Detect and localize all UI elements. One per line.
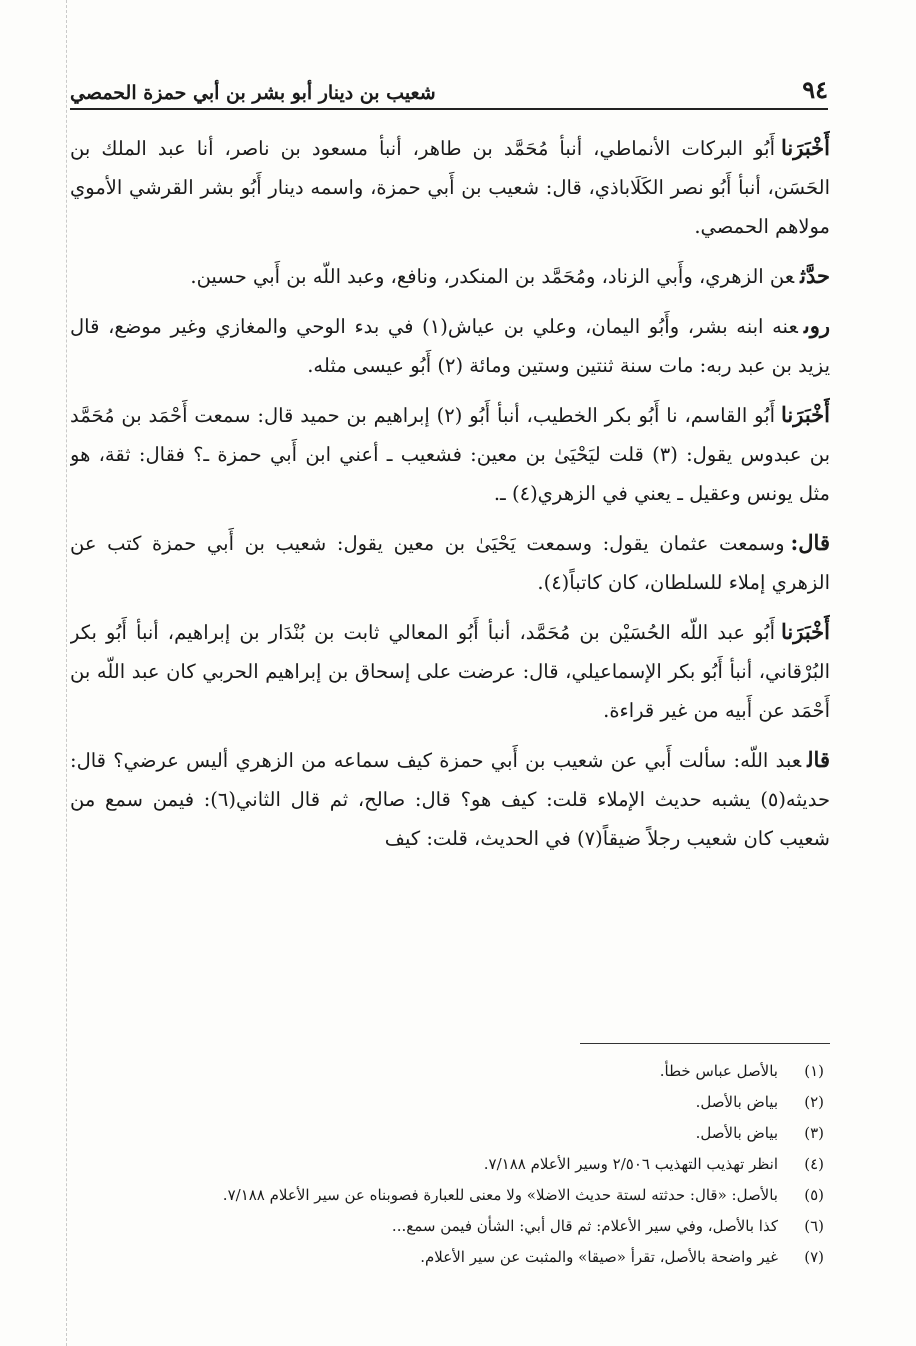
paragraph-text: عن الزهري، وأَبي الزناد، ومُحَمَّد بن المنكدر، ونافع، وعبد اللّه بن أَبي حسين. <box>190 265 795 288</box>
header-rule <box>70 108 828 110</box>
footnote-number: (٧) <box>804 1248 824 1266</box>
footnote-number: (٥) <box>804 1186 824 1204</box>
paragraph-keyword: حدَّث <box>800 263 830 288</box>
margin-line <box>66 0 68 1346</box>
footnotes-rule <box>580 1043 830 1044</box>
main-text <box>70 128 830 1018</box>
paragraph-keyword: قال <box>807 747 830 772</box>
paragraph-keyword: أَخْبَرَنا <box>781 402 830 427</box>
footnote <box>70 1087 824 1118</box>
paragraph-text: أَبُو عبد اللّه الحُسَيْن بن مُحَمَّد، أنبأ أَبُو المعالي ثابت بن بُنْدَار بن إبراهيم، أنبأ أَبُو بكر البُرْقاني، أنبأ أَبُو بكر الإسماعيلي، قال: عرضت على إسحاق بن إبراهيم الحربي كان عبد اللّه بن أَحْمَد عن أَبيه من غير قراءة. <box>70 621 830 722</box>
footnote-number: (١) <box>804 1062 824 1080</box>
footnote <box>70 1149 824 1180</box>
paragraph <box>70 306 830 385</box>
footnote-text: بياض بالأصل. <box>695 1093 778 1111</box>
footnote-number: (٢) <box>804 1093 824 1111</box>
paragraph <box>70 740 830 858</box>
paragraph-keyword: روى <box>803 313 830 338</box>
footnote <box>70 1211 824 1242</box>
paragraph <box>70 128 830 246</box>
paragraph-keyword: قال: <box>790 530 830 555</box>
page-number: ٩٤ <box>802 75 828 104</box>
paragraph <box>70 523 830 602</box>
footnotes <box>70 1056 824 1296</box>
footnote <box>70 1118 824 1149</box>
footnote-text: بالأصل: «قال: حدثته لستة حديث الاضلا» ولا معنى للعبارة فصوبناه عن سير الأعلام ٧/١٨٨. <box>222 1186 778 1204</box>
paragraph-keyword: أَخْبَرَنا <box>781 135 830 160</box>
footnote <box>70 1242 824 1273</box>
footnote-text: انظر تهذيب التهذيب ٢/٥٠٦ وسير الأعلام ٧/١٨٨. <box>483 1155 778 1173</box>
paragraph-keyword: أَخْبَرَنا <box>781 619 830 644</box>
footnote-text: بياض بالأصل. <box>695 1124 778 1142</box>
paragraph-text: وسمعت عثمان يقول: وسمعت يَحْيَىٰ بن معين يقول: شعيب بن أَبي حمزة كتب عن الزهري إملاء للسلطان، كان كاتباً(٤). <box>70 532 830 594</box>
paragraph-text: عبد اللّه: سألت أَبي عن شعيب بن أَبي حمزة كيف سماعه من الزهري أليس عرضي؟ قال: حديثه(٥) يشبه حديث الإملاء قلت: كيف هو؟ قال: صالح، ثم قال الثاني(٦): فيمن سمع من شعيب كان شعيب رجلاً ضيقاً(٧) في الحديث، قلت: كيف <box>70 749 830 850</box>
footnote <box>70 1180 824 1211</box>
paragraph <box>70 395 830 513</box>
page-header <box>70 64 828 104</box>
footnote <box>70 1056 824 1087</box>
paragraph-text: أَبُو البركات الأنماطي، أنبأ مُحَمَّد بن طاهر، أنبأ مسعود بن ناصر، أنا عبد الملك بن الحَسَن، أنبأ أَبُو نصر الكَلَاباذي، قال: شعيب بن أَبي حمزة، واسمه دينار أَبُو بشر القرشي الأموي مولاهم الحمصي. <box>70 137 830 238</box>
footnote-number: (٦) <box>804 1217 824 1235</box>
paragraph <box>70 612 830 730</box>
footnote-text: غير واضحة بالأصل، تقرأ «صيقا» والمثبت عن سير الأعلام. <box>420 1248 778 1266</box>
footnote-text: كذا بالأصل، وفي سير الأعلام: ثم قال أبي: الشأن فيمن سمع... <box>391 1217 778 1235</box>
footnote-number: (٤) <box>804 1155 824 1173</box>
running-title: شعيب بن دينار أبو بشر بن أبي حمزة الحمصي <box>70 82 436 104</box>
footnote-text: بالأصل عباس خطأ. <box>659 1062 778 1080</box>
paragraph-text: أَبُو القاسم، نا أَبُو بكر الخطيب، أنبأ أَبُو (٢) إبراهيم بن حميد قال: سمعت أَحْمَد بن مُحَمَّد بن عبدوس يقول: (٣) قلت ليَحْيَىٰ بن معين: فشعيب ـ أعني ابن أَبي حمزة ـ؟ فقال: ثقة، هو مثل يونس وعقيل ـ يعني في الزهري(٤) ـ. <box>70 404 830 505</box>
paragraph <box>70 256 830 296</box>
paragraph-text: عنه ابنه بشر، وأَبُو اليمان، وعلي بن عياش(١) في بدء الوحي والمغازي وغير موضع، قال يزيد بن عبد ربه: مات سنة ثنتين وستين ومائة (٢) أَبُو عيسى مثله. <box>70 315 830 377</box>
footnote-number: (٣) <box>804 1124 824 1142</box>
